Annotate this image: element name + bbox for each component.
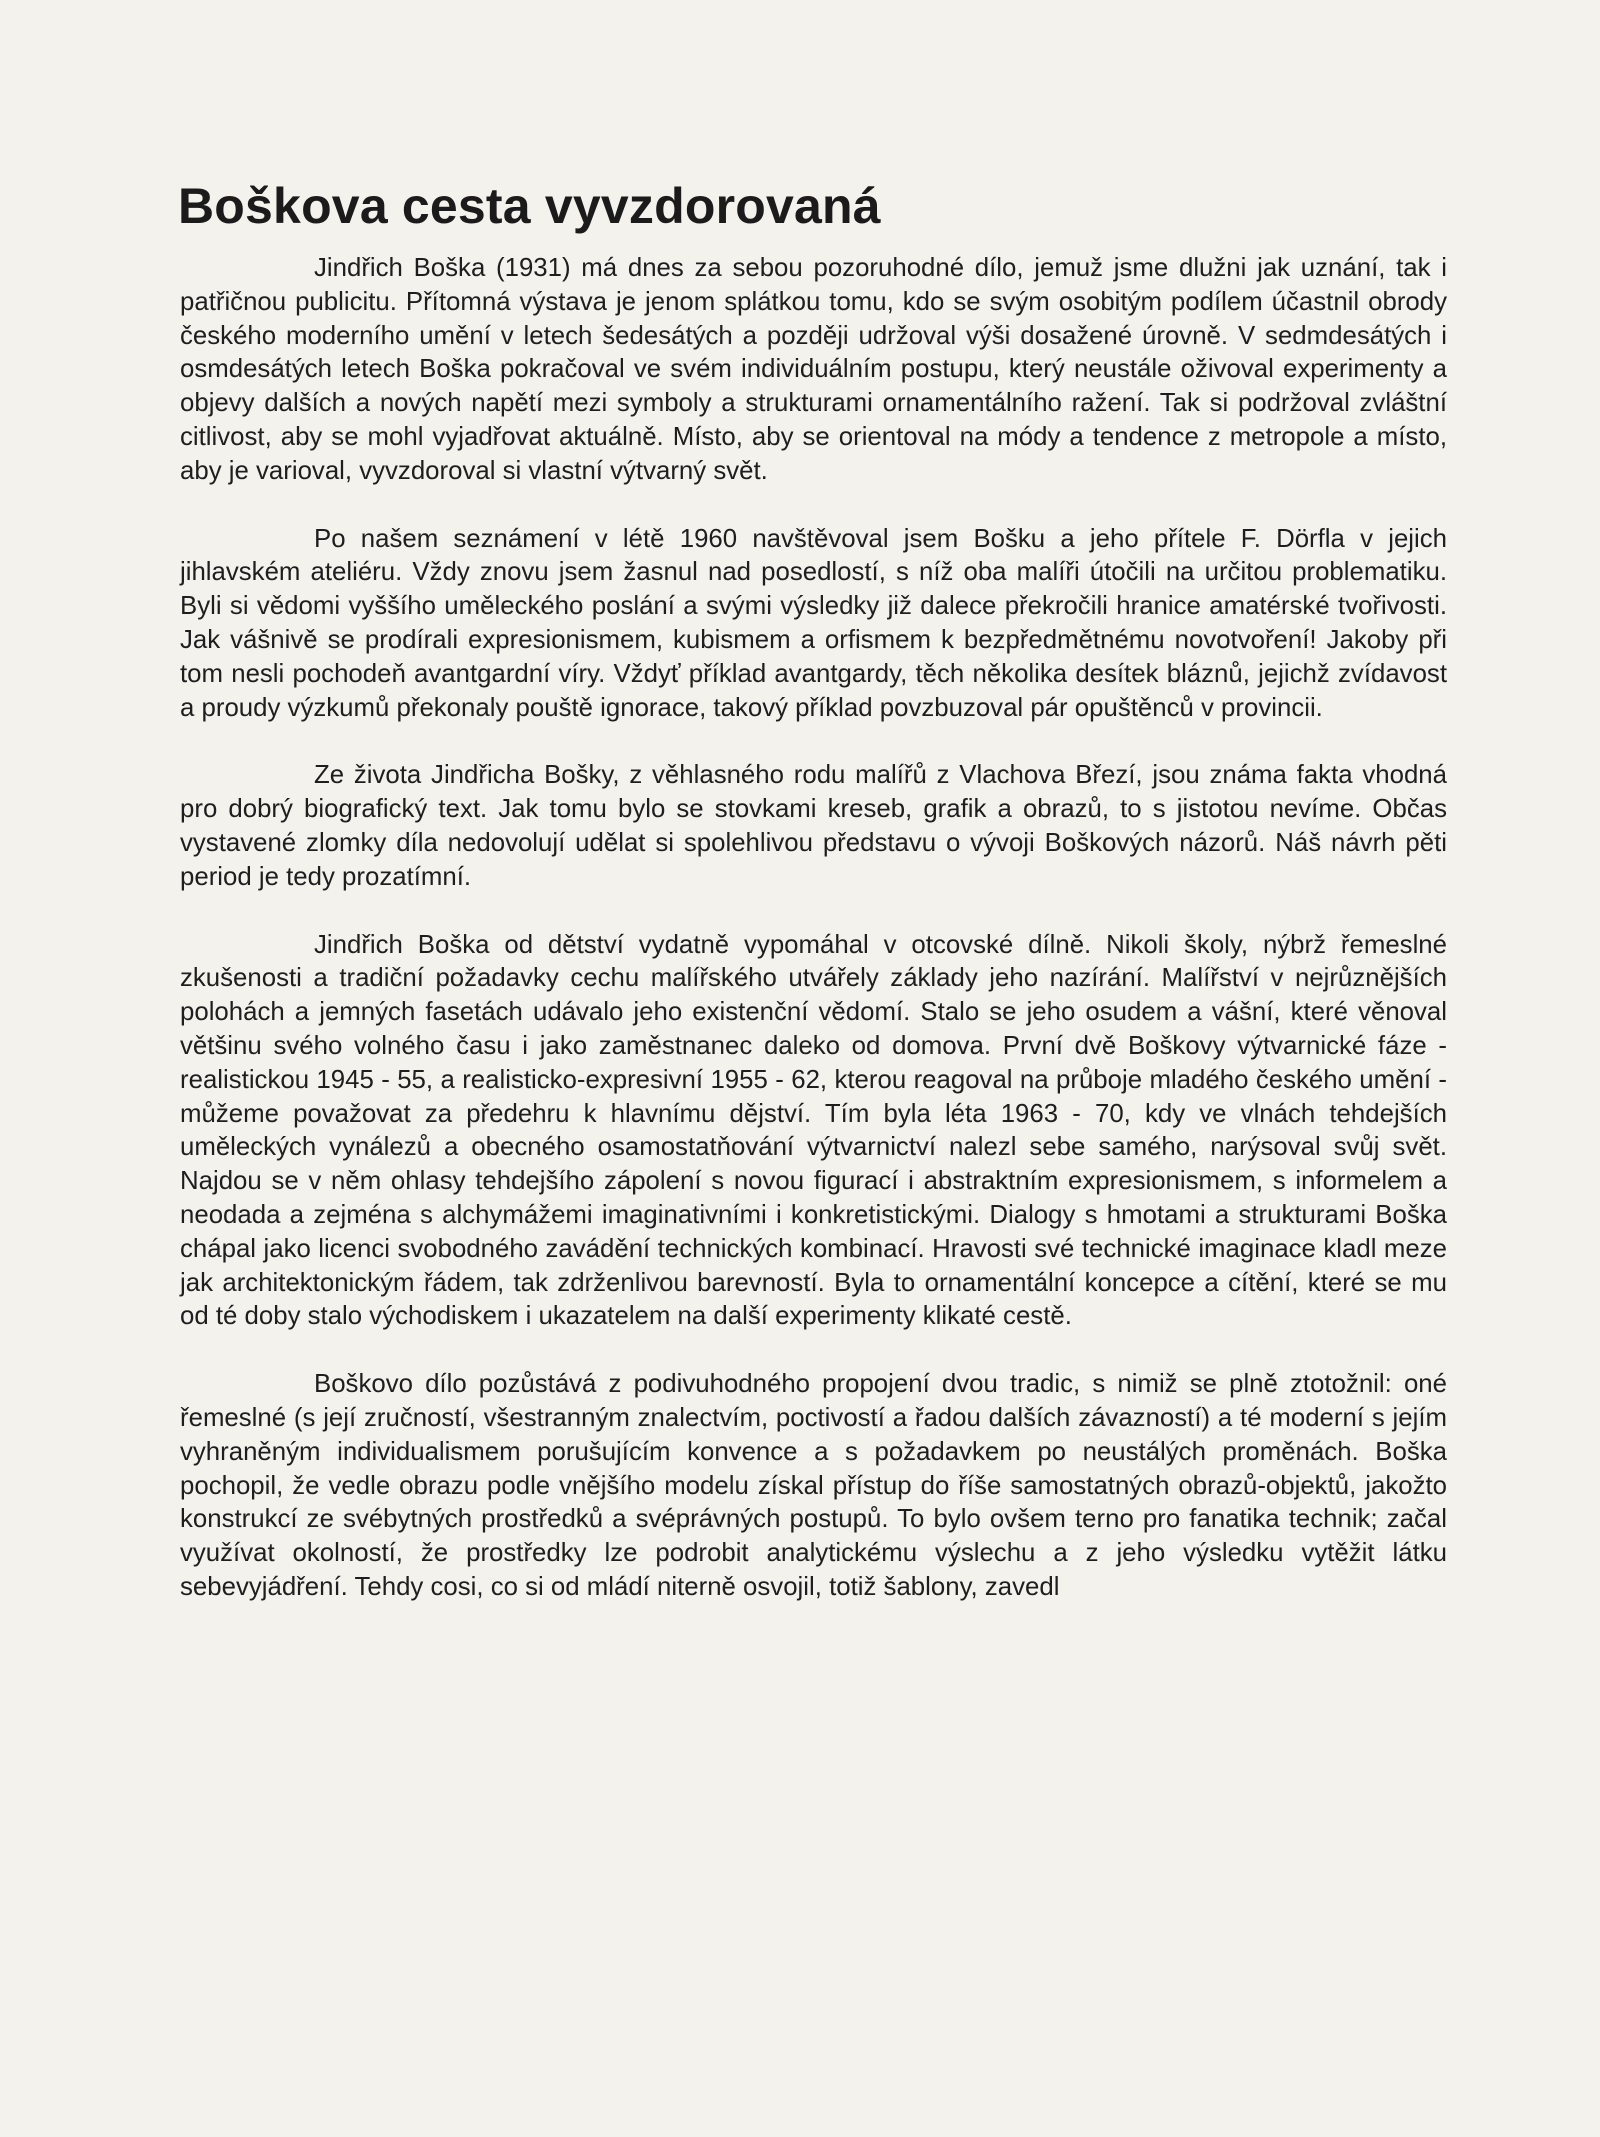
paragraph-5: Boškovo dílo pozůstává z podivuhodného propojení dvou tradic, s nimiž se plně ztotožnil: oné řemeslné (s její zručností, všestranným znalectvím, poctivostí a řadou dalších závazností) a té moderní s jejím vyhraněným individualismem porušujícím konvence a s požadavkem po neustálých proměnách. Boška pochopil, že vedle obrazu podle vnějšího modelu získal přístup do říše samostatných obrazů-objektů, jakožto konstrukcí ze svébytných prostředků a svéprávných postupů. To bylo ovšem terno pro fanatika technik; začal využívat okolností, že prostředky lze podrobit analytickému výslechu a z jeho výsledku vytěžit látku sebevyjádření. Tehdy cosi, co si od mládí niterně osvojil, totiž šablony, zavedl bbox=[180, 1370, 1447, 1601]
page-title: Boškova cesta vyvzdorovaná bbox=[178, 178, 881, 234]
article-body bbox=[180, 252, 1447, 1605]
paragraph-2: Po našem seznámení v létě 1960 navštěvoval jsem Bošku a jeho přítele F. Dörfla v jejich jihlavském ateliéru. Vždy znovu jsem žasnul nad posedlostí, s níž oba malíři útočili na určitou problematiku. Byli si vědomi vyššího uměleckého poslání a svými výsledky již dalece překročili hranice amatérské tvořivosti. Jak vášnivě se prodírali expresionismem, kubismem a orfismem k bezpředmětnému novotvoření! Jakoby při tom nesli pochodeň avantgardní víry. Vždyť příklad avantgardy, těch několika desítek bláznů, jejichž zvídavost a proudy výzkumů překonaly pouště ignorace, takový příklad povzbuzoval pár opuštěnců v provincii. bbox=[180, 524, 1447, 722]
paragraph-1: Jindřich Boška (1931) má dnes za sebou pozoruhodné dílo, jemuž jsme dlužni jak uznání, tak i patřičnou publicitu. Přítomná výstava je jenom splátkou tomu, kdo se svým osobitým podílem účastnil obrody českého moderního umění v letech šedesátých a později udržoval výši dosažené úrovně. V sedmdesátých i osmdesátých letech Boška pokračoval ve svém individuálním postupu, který neustále oživoval experimenty a objevy dalších a nových napětí mezi symboly a strukturami ornamentálního ražení. Tak si podržoval zvláštní citlivost, aby se mohl vyjadřovat aktuálně. Místo, aby se orientoval na módy a tendence z metropole a místo, aby je varioval, vyvzdoroval si vlastní výtvarný svět. bbox=[180, 254, 1447, 485]
paragraph-3: Ze života Jindřicha Bošky, z věhlasného rodu malířů z Vlachova Březí, jsou známa fakta vhodná pro dobrý biografický text. Jak tomu bylo se stovkami kreseb, grafik a obrazů, to s jistotou nevíme. Občas vystavené zlomky díla nedovolují udělat si spolehlivou představu o vývoji Boškových názorů. Náš návrh pěti period je tedy prozatímní. bbox=[180, 761, 1447, 891]
paragraph-4: Jindřich Boška od dětství vydatně vypomáhal v otcovské dílně. Nikoli školy, nýbrž řemeslné zkušenosti a tradiční požadavky cechu malířského utvářely základy jeho nazírání. Malířství v nejrůznějších polohách a jemných fasetách udávalo jeho existenční vědomí. Stalo se jeho osudem a vášní, které věnoval většinu svého volného času i jako zaměstnanec daleko od domova. První dvě Boškovy výtvarnické fáze - realistickou 1945 - 55, a realisticko-expresivní 1955 - 62, kterou reagoval na průboje mladého českého umění - můžeme považovat za předehru k hlavnímu dějství. Tím byla léta 1963 - 70, kdy ve vlnách tehdejších uměleckých vynálezů a obecného osamostatňování výtvarnictví nalezl sebe samého, narýsoval svůj svět. Najdou se v něm ohlasy tehdejšího zápolení s novou figurací i abstraktním expresionismem, s informelem a neodada a zejména s alchymážemi imaginativními i konkretistickými. Dialogy s hmotami a strukturami Boška chápal jako licenci svobodného zavádění technických kombinací. Hravosti své technické imaginace kladl meze jak architektonickým řádem, tak zdrženlivou barevností. Byla to ornamentální koncepce a cítění, které se mu od té doby stalo východiskem i ukazatelem na další experimenty klikaté cestě. bbox=[180, 930, 1447, 1331]
